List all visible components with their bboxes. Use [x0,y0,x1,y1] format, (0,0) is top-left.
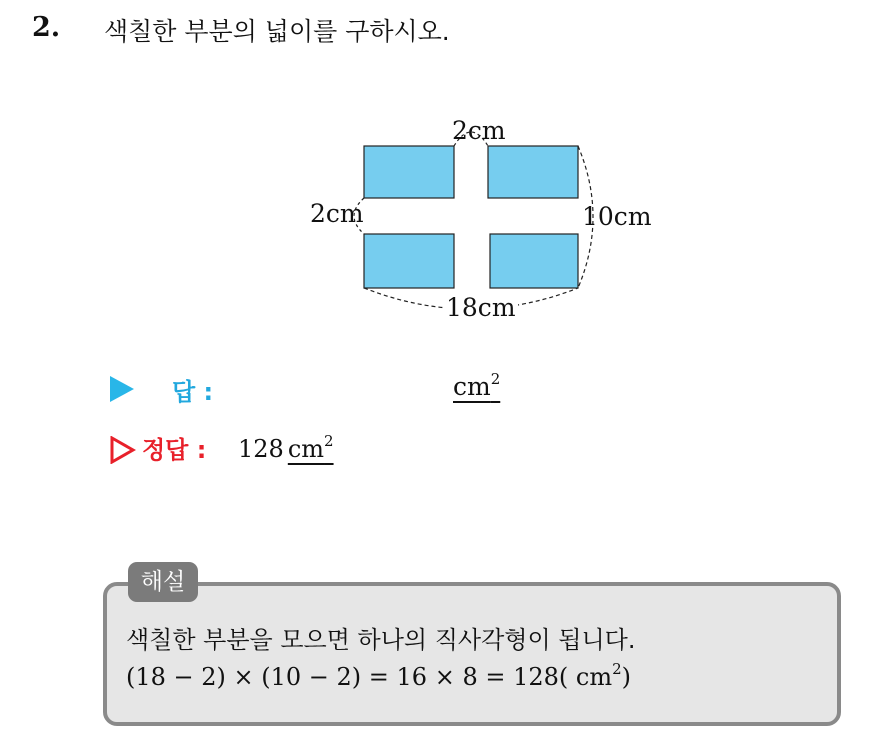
shaded-rect-bottom-left [364,234,454,288]
figure-diagram [0,0,884,340]
label-width: 18cm [446,293,516,322]
explanation-line-2 [126,660,631,691]
outline-triangle-icon [110,436,136,464]
answer-unit-exp: 2 [490,370,501,388]
explanation-formula-exp: 2 [612,660,622,678]
label-gap-top: 2cm [452,116,506,145]
figure [0,0,884,340]
explanation-line-1: 색칠한 부분을 모으면 하나의 직사각형이 됩니다. [126,626,636,654]
answer-unit-text: cm [453,372,491,401]
correct-answer-number: 128 [238,435,284,463]
label-height: 10cm [582,202,652,231]
explanation-formula: (18 − 2) × (10 − 2) = 16 × 8 = 128( cm [126,663,613,691]
play-triangle-icon [110,376,134,402]
answer-label: 답 : [172,378,214,406]
correct-unit-text: cm [287,435,325,463]
explanation-formula-end: ) [621,663,632,691]
answer-row [110,370,610,410]
question-number: 2. [32,12,61,43]
correct-answer-value [238,432,334,463]
correct-answer-label: 정답 : [142,436,207,464]
label-gap-left: 2cm [310,199,364,228]
shaded-rect-top-left [364,146,454,198]
question-text: 색칠한 부분의 넓이를 구하시오. [104,17,450,46]
answer-unit [453,370,500,401]
correct-answer-unit [287,432,334,463]
correct-unit-exp: 2 [324,432,334,450]
explanation-tag: 해설 [128,562,198,602]
correct-answer-row [110,430,610,470]
shaded-rect-bottom-right [490,234,578,288]
shaded-rect-top-right [488,146,578,198]
